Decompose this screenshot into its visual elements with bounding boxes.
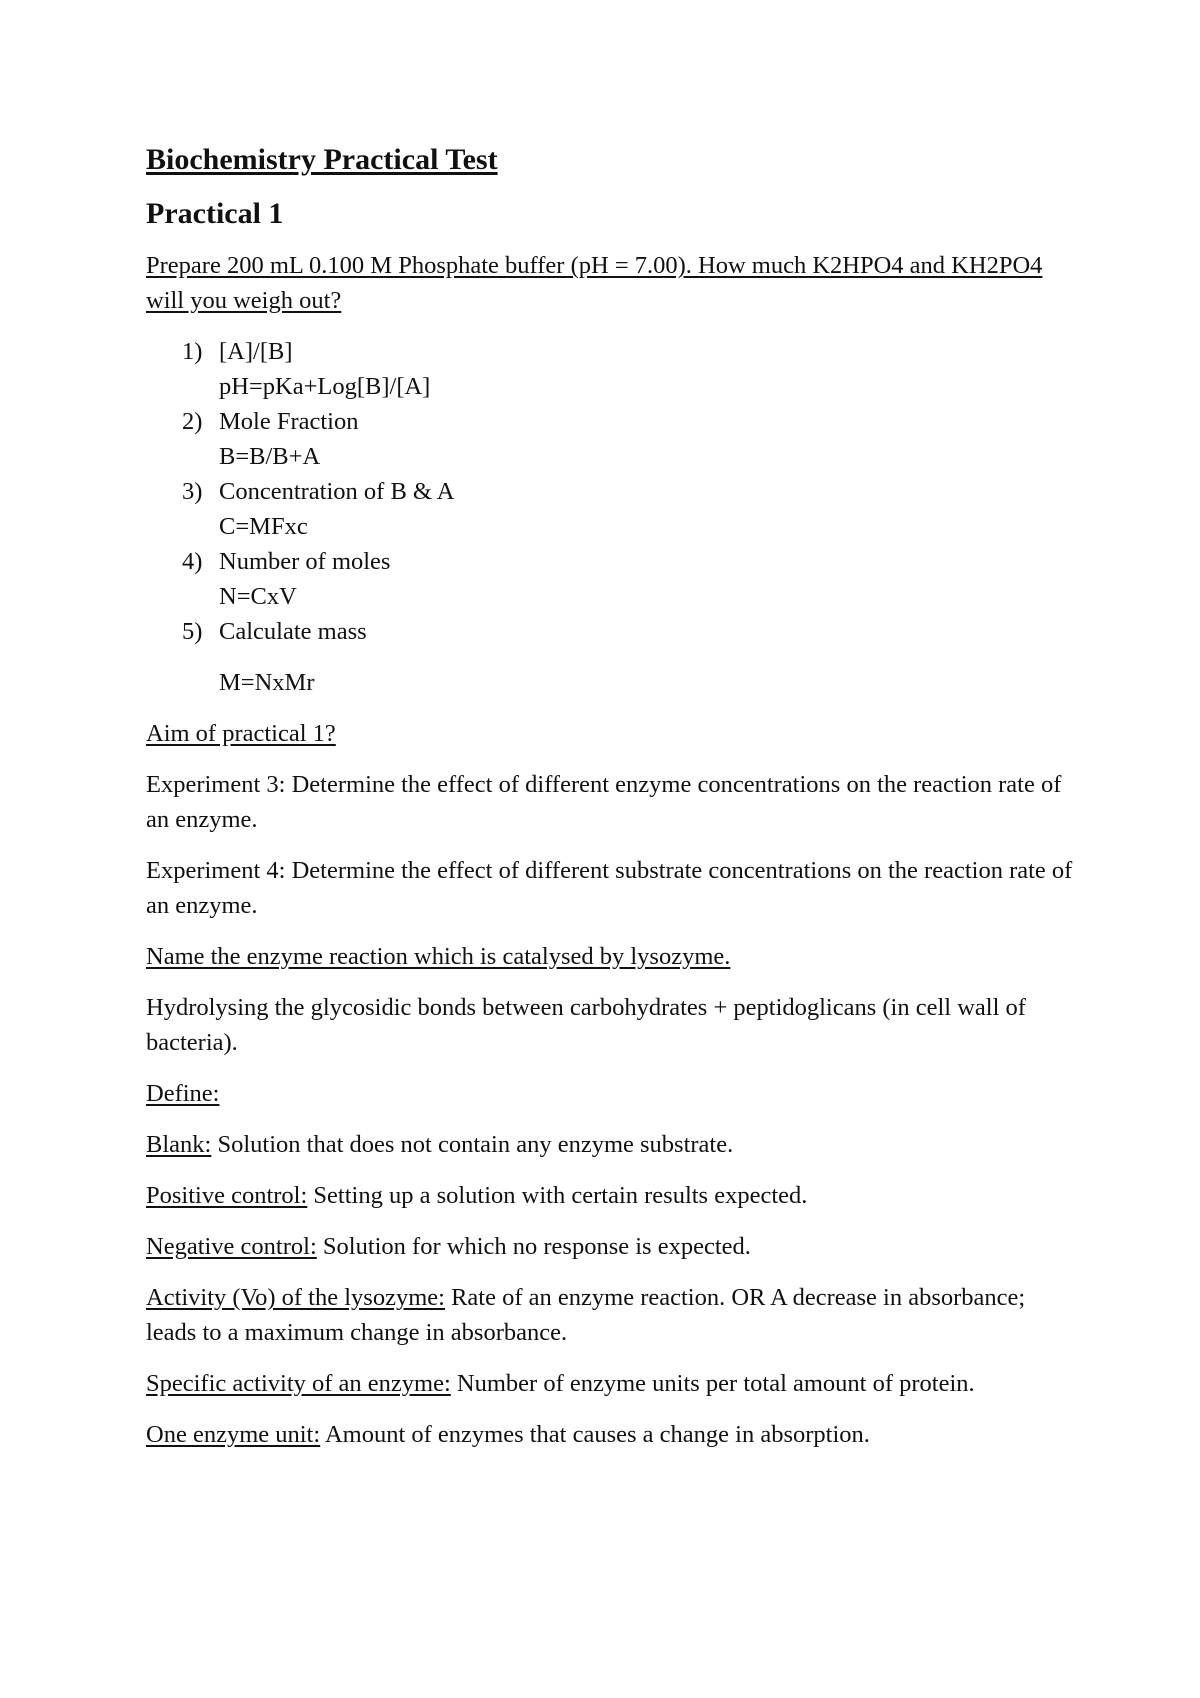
definition-text: Rate of an enzyme reaction. OR A decrease in absorbance; leads to a maximum change in absorbance.	[146, 1284, 1026, 1346]
lysozyme-answer: Hydrolysing the glycosidic bonds between carbohydrates + peptidoglicans (in cell wall of bacteria).	[146, 994, 1026, 1056]
definition-enzyme-unit	[146, 1417, 1076, 1452]
document-page	[146, 142, 1076, 1468]
step-label: Concentration of B & A	[219, 478, 455, 505]
step-item	[146, 614, 1076, 700]
step-label: Number of moles	[219, 548, 391, 575]
step-label: Mole Fraction	[219, 408, 359, 435]
buffer-question: Prepare 200 mL 0.100 M Phosphate buffer (pH = 7.00). How much K2HPO4 and KH2PO4 will you weigh out?	[146, 252, 1043, 314]
definition-text: Solution for which no response is expected.	[316, 1233, 751, 1260]
definition-blank	[146, 1127, 1076, 1162]
step-item	[146, 404, 1076, 474]
document-title: Biochemistry Practical Test	[146, 143, 498, 176]
calculation-steps-list	[146, 334, 1076, 700]
step-number: 2)	[182, 408, 203, 435]
definition-negative-control	[146, 1229, 1076, 1264]
definition-text: Amount of enzymes that causes a change in absorption.	[320, 1421, 870, 1448]
definition-term: Blank:	[146, 1131, 212, 1158]
definition-term: Specific activity of an enzyme:	[146, 1370, 451, 1397]
step-formula: C=MFxc	[219, 513, 308, 540]
definition-term: One enzyme unit:	[146, 1421, 321, 1448]
step-formula: N=CxV	[219, 583, 297, 610]
definition-term: Positive control:	[146, 1182, 308, 1209]
definition-term: Negative control:	[146, 1233, 317, 1260]
definition-positive-control	[146, 1178, 1076, 1213]
step-item	[146, 334, 1076, 404]
definition-term: Activity (Vo) of the lysozyme:	[146, 1284, 445, 1311]
definition-text: Solution that does not contain any enzyme substrate.	[211, 1131, 734, 1158]
definition-text: Number of enzyme units per total amount of protein.	[450, 1370, 975, 1397]
step-label: Calculate mass	[219, 618, 367, 645]
step-item	[146, 544, 1076, 614]
definition-specific-activity	[146, 1366, 1076, 1401]
step-number: 3)	[182, 478, 203, 505]
step-number: 1)	[182, 338, 203, 365]
definition-text: Setting up a solution with certain results expected.	[307, 1182, 808, 1209]
define-heading: Define:	[146, 1080, 220, 1107]
aim-heading: Aim of practical 1?	[146, 720, 336, 747]
practical-heading: Practical 1	[146, 197, 284, 230]
step-number: 5)	[182, 618, 203, 645]
step-formula: M=NxMr	[219, 669, 315, 696]
experiment-4-text: Experiment 4: Determine the effect of different substrate concentrations on the reaction rate of an enzyme.	[146, 857, 1073, 919]
step-formula: pH=pKa+Log[B]/[A]	[219, 373, 431, 400]
definition-activity	[146, 1280, 1076, 1350]
step-label: [A]/[B]	[219, 338, 293, 365]
step-formula: B=B/B+A	[219, 443, 321, 470]
step-item	[146, 474, 1076, 544]
step-number: 4)	[182, 548, 203, 575]
lysozyme-question: Name the enzyme reaction which is catalysed by lysozyme.	[146, 943, 731, 970]
experiment-3-text: Experiment 3: Determine the effect of different enzyme concentrations on the reaction rate of an enzyme.	[146, 771, 1062, 833]
